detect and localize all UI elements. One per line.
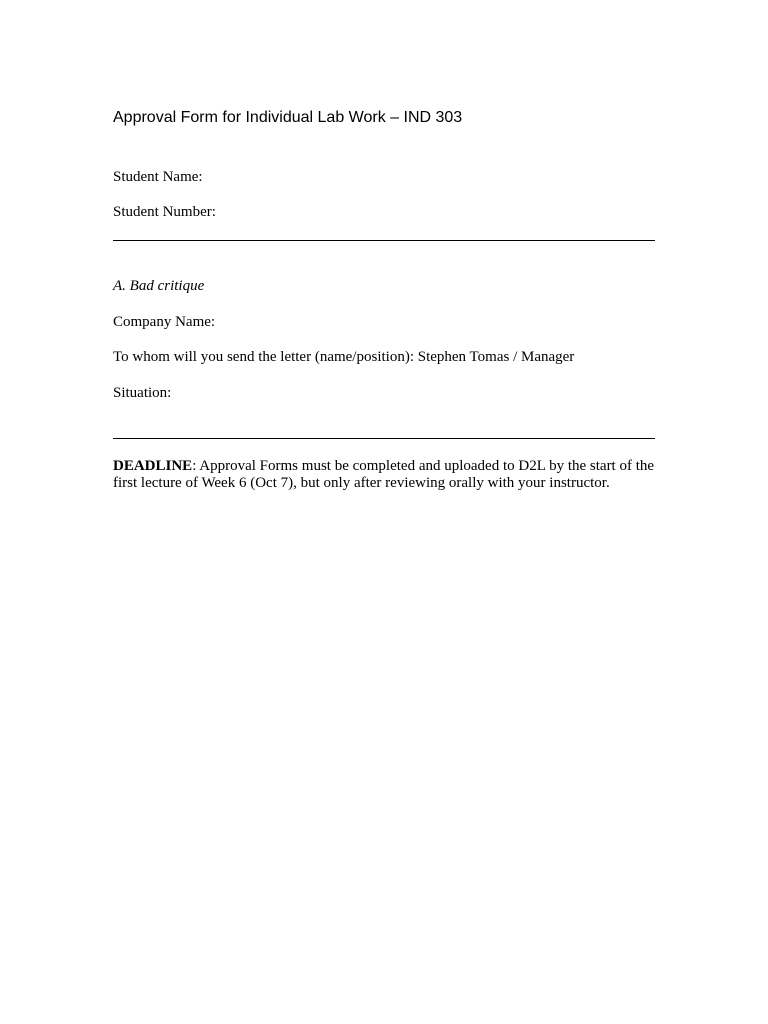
student-number-label: Student Number: [113,204,216,220]
divider-bottom [113,438,655,439]
deadline-text: : Approval Forms must be completed and uploaded to D2L by the start of the first lecture of Week 6 (Oct 7), but only after reviewing orally with your instructor. [113,458,655,491]
deadline-label: DEADLINE [113,458,193,474]
situation-label: Situation: [113,385,172,401]
company-name-label: Company Name: [113,314,216,330]
student-name-label: Student Name: [113,169,203,185]
deadline-note [113,458,658,492]
section-heading: A. Bad critique [113,278,205,294]
divider-top [113,240,655,241]
recipient-line: To whom will you send the letter (name/position): Stephen Tomas / Manager [113,349,575,365]
form-title: Approval Form for Individual Lab Work – IND 303 [113,109,463,126]
